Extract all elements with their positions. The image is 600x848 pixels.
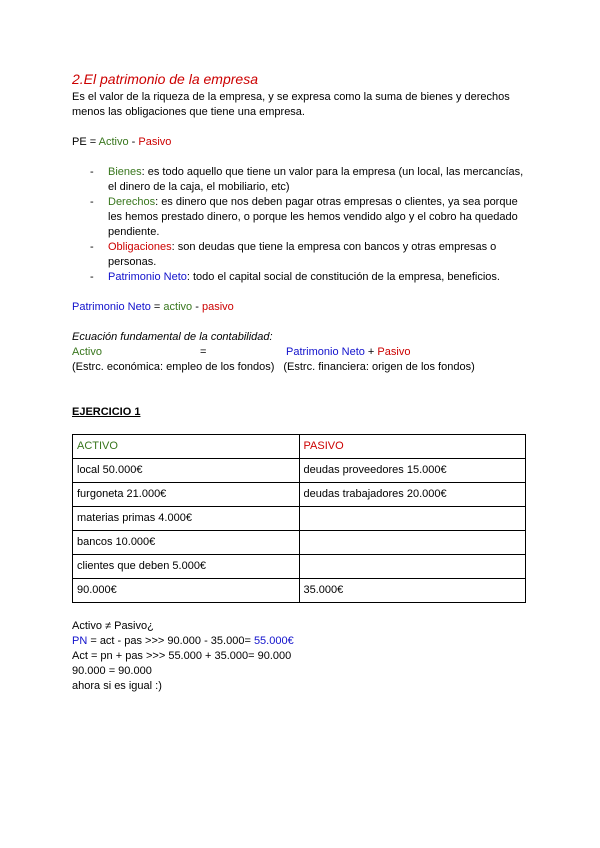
fundamental-equals: = — [200, 346, 207, 358]
fundamental-pn: Patrimonio Neto — [286, 346, 365, 358]
table-row — [73, 483, 526, 507]
notes-pn: PN — [72, 635, 88, 647]
intro-paragraph: Es el valor de la riqueza de la empresa, y se expresa como la suma de bienes y derechos menos las obligaciones que tiene una empresa. — [72, 91, 510, 118]
notes-pn-result: 55.000€ — [253, 635, 294, 647]
pn-formula — [72, 300, 532, 315]
fundamental-label: Ecuación fundamental de la contabilidad: — [72, 331, 273, 343]
header-pasivo: PASIVO — [299, 435, 526, 459]
table-cell: deudas trabajadores 20.000€ — [299, 483, 526, 507]
pn-formula-pasivo: pasivo — [201, 301, 234, 313]
notes-pn-calc: = act - pas >>> 90.000 - 35.000= — [87, 635, 254, 647]
table-cell: bancos 10.000€ — [73, 531, 300, 555]
notes-line-4: 90.000 = 90.000 — [72, 665, 152, 677]
pn-formula-minus: - — [192, 301, 202, 313]
table-row — [73, 459, 526, 483]
list-item — [72, 270, 532, 285]
notes-line-5: ahora si es igual :) — [72, 680, 162, 692]
table-cell: deudas proveedores 15.000€ — [299, 459, 526, 483]
table-cell — [299, 507, 526, 531]
table-row — [73, 555, 526, 579]
definition-text: : es todo aquello que tiene un valor para la empresa (un local, las mercancías, el dinero de la caja, el mobiliario, etc) — [108, 166, 524, 193]
table-cell — [299, 555, 526, 579]
term-bienes: Bienes — [108, 166, 142, 178]
table-row — [73, 531, 526, 555]
list-item — [72, 165, 532, 195]
pe-formula-lhs: PE = — [72, 136, 99, 148]
pe-formula-pasivo: Pasivo — [138, 136, 172, 148]
definitions-list — [72, 165, 532, 285]
bullet-dash: - — [90, 166, 94, 178]
pe-formula — [72, 135, 532, 150]
term-patrimonio-neto: Patrimonio Neto — [108, 271, 187, 283]
document-page — [72, 70, 532, 694]
pe-formula-activo: Activo — [98, 136, 129, 148]
notes-line-3: Act = pn + pas >>> 55.000 + 35.000= 90.000 — [72, 650, 292, 662]
notes-line-1: Activo ≠ Pasivo¿ — [72, 620, 154, 632]
table-cell: clientes que deben 5.000€ — [73, 555, 300, 579]
header-activo: ACTIVO — [73, 435, 300, 459]
table-header-row — [73, 435, 526, 459]
pn-formula-eq: = — [150, 301, 164, 313]
definition-text: : son deudas que tiene la empresa con bancos y otras empresas o personas. — [108, 241, 497, 268]
exercise-heading: EJERCICIO 1 — [72, 406, 141, 418]
bullet-dash: - — [90, 271, 94, 283]
fundamental-equation — [72, 345, 532, 360]
exercise-table — [72, 434, 526, 603]
table-total-row — [73, 579, 526, 603]
fundamental-plus: + — [364, 346, 378, 358]
list-item — [72, 195, 532, 240]
table-row — [73, 507, 526, 531]
fundamental-pasivo: Pasivo — [377, 346, 411, 358]
pn-formula-activo: activo — [163, 301, 193, 313]
section-title: 2.El patrimonio de la empresa — [72, 71, 258, 87]
pn-formula-pn: Patrimonio Neto — [72, 301, 151, 313]
total-pasivo: 35.000€ — [299, 579, 526, 603]
table-cell — [299, 531, 526, 555]
table-cell: materias primas 4.000€ — [73, 507, 300, 531]
pe-formula-minus: - — [128, 136, 139, 148]
definition-text: : es dinero que nos deben pagar otras empresas o clientes, ya sea porque les hemos prestado dinero, o porque les hemos vendido algo y el cobro ha quedado pendiente. — [108, 196, 518, 238]
fundamental-activo: Activo — [72, 346, 102, 358]
bullet-dash: - — [90, 241, 94, 253]
list-item — [72, 240, 532, 270]
term-obligaciones: Obligaciones — [108, 241, 172, 253]
total-activo: 90.000€ — [73, 579, 300, 603]
fundamental-right-note: (Estrc. financiera: origen de los fondos) — [283, 361, 475, 373]
table-cell: furgoneta 21.000€ — [73, 483, 300, 507]
term-derechos: Derechos — [108, 196, 156, 208]
fundamental-left-note: (Estrc. económica: empleo de los fondos) — [72, 361, 275, 373]
fundamental-notes — [72, 360, 532, 375]
notes-line-2 — [72, 634, 532, 649]
bullet-dash: - — [90, 196, 94, 208]
table-cell: local 50.000€ — [73, 459, 300, 483]
definition-text: : todo el capital social de constitución de la empresa, beneficios. — [186, 271, 500, 283]
